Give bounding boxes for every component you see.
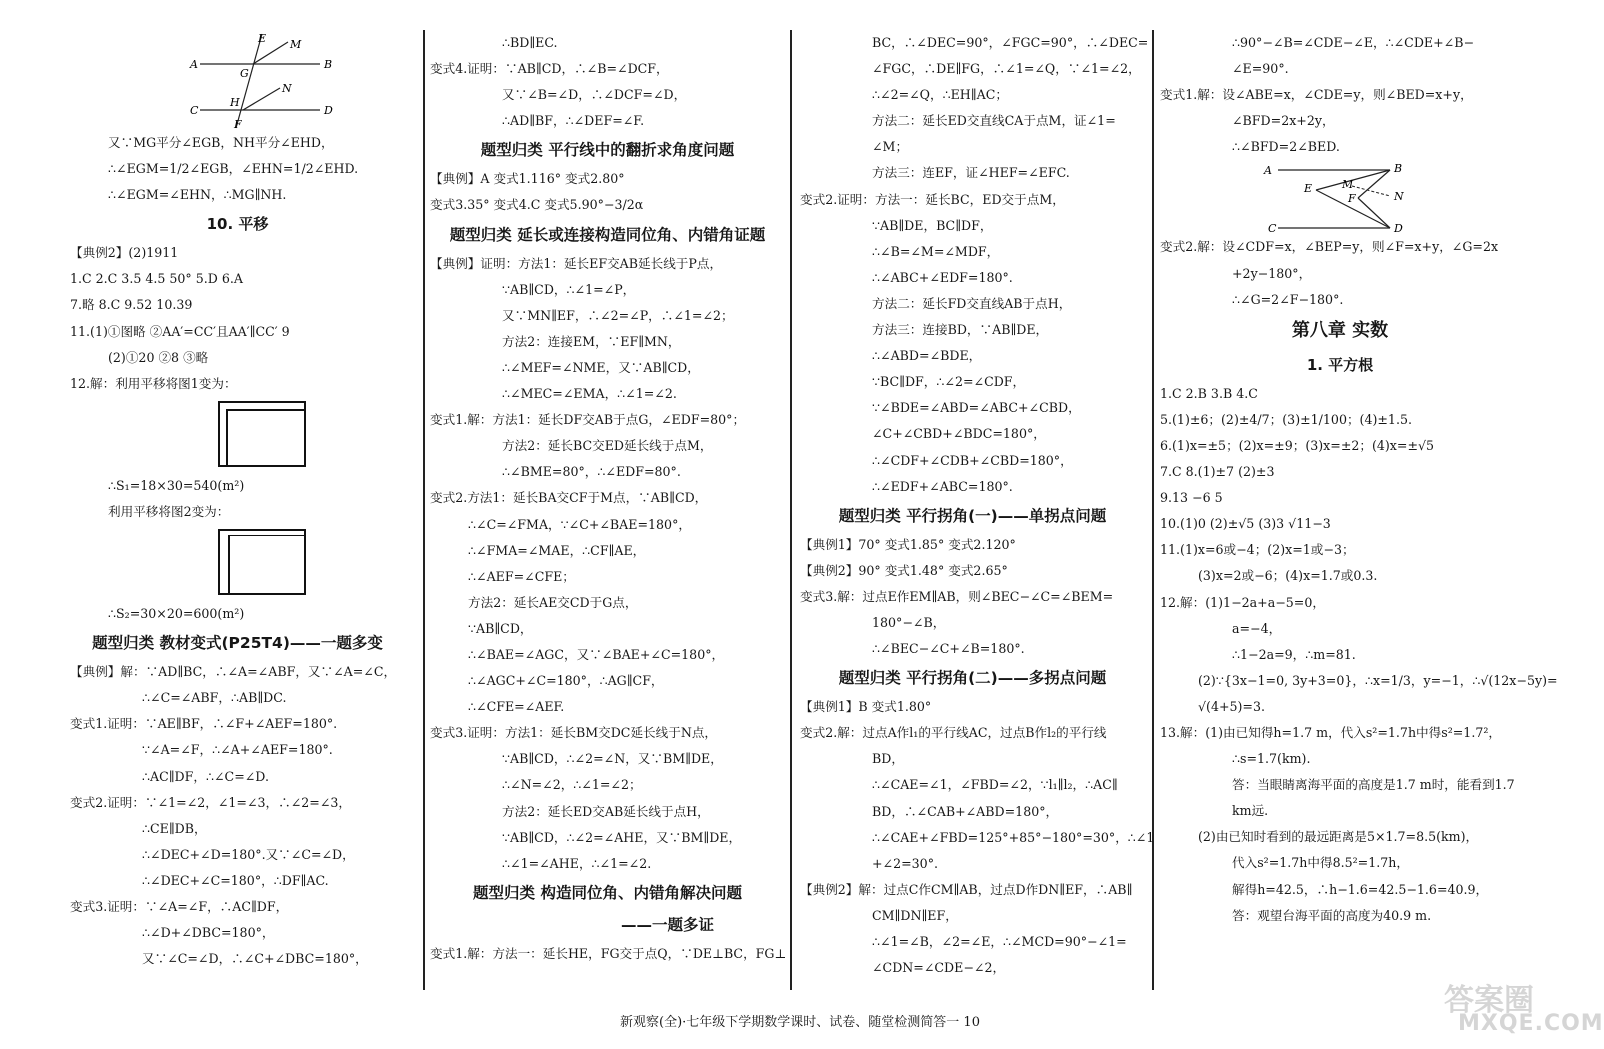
text-line: √(4+5)=3. — [1198, 698, 1265, 714]
text-line: ∴AD∥BF，∴∠DEF=∠F. — [502, 113, 645, 129]
text-line: ∠FGC，∴DE∥FG，∴∠1=∠Q，∵∠1=∠2， — [872, 61, 1141, 77]
section-heading-sub: ——一题多证 — [620, 915, 714, 934]
text-line: ∴90°−∠B=∠CDE−∠E，∴∠CDE+∠B− — [1232, 35, 1475, 50]
fig1-label: G — [240, 67, 249, 80]
text-line: ∴∠B=∠M=∠MDF， — [872, 243, 1000, 259]
column-divider — [423, 30, 425, 990]
section-heading: 题型归类 构造同位角、内错角解决问题 — [473, 883, 742, 902]
column-2 — [430, 30, 785, 990]
watermark-url: MXQE.COM — [1458, 1011, 1604, 1036]
text-line: ∴AC∥DF，∴∠C=∠D. — [142, 768, 269, 784]
text-line: 方法2：延长AE交CD于G点， — [468, 594, 638, 610]
section-heading: 题型归类 平行拐角(二)——多拐点问题 — [838, 669, 1107, 688]
text-line: (2)①20 ②8 ③略 — [108, 349, 209, 365]
text-line: 又∵MG平分∠EGB，NH平分∠EHD， — [108, 135, 334, 150]
text-line: ∵AB∥CD，∴∠2=∠AHE，又∵BM∥DE， — [502, 829, 742, 845]
rectangle-figure-1 — [218, 401, 306, 467]
fig1-label: E — [258, 32, 267, 45]
text-line: ∴∠D+∠DBC=180°， — [142, 925, 275, 941]
text-line: ∠C+∠CBD+∠BDC=180°， — [872, 426, 1046, 442]
text-line: 变式2.方法1：延长BA交CF于M点，∵AB∥CD， — [430, 490, 708, 506]
fig2-label: B — [1394, 162, 1403, 176]
text-line: a=−4， — [1232, 620, 1282, 636]
text-line: 1.C 2.C 3.5 4.5 50° 5.D 6.A — [70, 271, 243, 287]
text-line: ∠BFD=2x+2y， — [1232, 113, 1335, 129]
text-line: 变式3.证明：∵∠A=∠F，∴AC∥DF， — [70, 898, 289, 914]
text-line: ∵∠BDE=∠ABD=∠ABC+∠CBD， — [872, 400, 1081, 416]
text-line: 10.(1)0 (2)±√5 (3)3 √11−3 — [1160, 516, 1331, 532]
text-line: ∴∠BFD=2∠BED. — [1232, 139, 1340, 155]
text-line: 1.C 2.B 3.B 4.C — [1160, 385, 1258, 401]
text-line: 180°−∠B， — [872, 614, 946, 630]
fig2-label: F — [1348, 192, 1356, 206]
text-line: ∴∠1=∠B，∠2=∠E，∴∠MCD=90°−∠1= — [872, 934, 1127, 949]
text-line: ∴∠EGM=∠EHN，∴MG∥NH. — [108, 187, 287, 203]
text-line: BD，∴∠CAB+∠ABD=180°， — [872, 803, 1059, 819]
text-line: ∴∠EGM=1/2∠EGB，∠EHN=1/2∠EHD. — [108, 161, 359, 177]
text-line: 变式1.解：设∠ABE=x，∠CDE=y，则∠BED=x+y， — [1160, 87, 1473, 103]
text-line: 又∵∠C=∠D，∴∠C+∠DBC=180°， — [142, 951, 368, 967]
section-title: 10. 平移 — [206, 215, 269, 234]
text-line: ∠M； — [872, 139, 909, 155]
section-title: 1. 平方根 — [1306, 355, 1374, 374]
text-line: 又∵∠B=∠D，∴∠DCF=∠D， — [502, 87, 687, 103]
text-line: km远. — [1232, 803, 1269, 819]
text-line: 变式2.证明：∵∠1=∠2，∠1=∠3，∴∠2=∠3， — [70, 794, 351, 810]
fig2-label: C — [1268, 222, 1277, 236]
text-line: ∴∠FMA=∠MAE，∴CF∥AE， — [468, 542, 646, 558]
fig2-label: A — [1264, 164, 1272, 178]
text-line: 变式1.解：方法1：延长DF交AB于点G，∠EDF=80°； — [430, 412, 746, 428]
text-line: ∴∠CAE+∠FBD=125°+85°−180°=30°，∴∠1 — [872, 829, 1155, 845]
text-line: 6.(1)x=±5；(2)x=±9；(3)x=±2；(4)x=±√5 — [1160, 437, 1435, 453]
text-line: 7.略 8.C 9.52 10.39 — [70, 297, 193, 313]
text-line: ∴∠2=∠Q，∴EH∥AC； — [872, 87, 1008, 103]
section-heading: 题型归类 平行线中的翻折求角度问题 — [480, 141, 735, 160]
text-line: ∵AB∥DE，BC∥DF， — [872, 217, 993, 233]
text-line: ∴BD∥EC. — [502, 35, 558, 50]
fig2-label: D — [1394, 222, 1403, 236]
fig1-label: M — [290, 38, 302, 51]
text-line: ∴∠DEC+∠C=180°，∴DF∥AC. — [142, 872, 329, 888]
fig1-label: D — [324, 104, 333, 117]
text-line: 12.解：利用平移将图1变为： — [70, 375, 237, 391]
text-line: ∴∠BME=80°，∴∠EDF=80°. — [502, 464, 681, 480]
section-heading: 题型归类 延长或连接构造同位角、内错角证题 — [449, 225, 766, 244]
text-line: ∴∠DEC+∠D=180°.又∵∠C=∠D， — [142, 846, 355, 862]
text-line: ∵AB∥CD， — [468, 620, 533, 636]
text-line: 变式2.证明：方法一：延长BC，ED交于点M， — [800, 191, 1065, 207]
section-heading: 题型归类 平行拐角(一)——单拐点问题 — [838, 506, 1107, 525]
text-line: 【典例】A 变式1.116° 变式2.80° — [430, 171, 625, 187]
text-line: 5.(1)±6；(2)±4/7；(3)±1/100；(4)±1.5. — [1160, 411, 1412, 427]
watermark-logo: 答案圈 — [1444, 983, 1534, 1018]
text-line: (2)∵{3x−1=0, 3y+3=0}，∴x=1/3，y=−1，∴√(12x−5y)= — [1198, 672, 1558, 688]
text-line: 变式3.证明：方法1：延长BM交DC延长线于N点， — [430, 725, 718, 741]
text-line: ∴∠C=∠FMA，∵∠C+∠BAE=180°， — [468, 516, 691, 532]
text-line: 11.(1)①图略 ②AA′=CC′且AA′∥CC′ 9 — [70, 323, 290, 339]
text-line: 方法2：延长ED交AB延长线于点H， — [502, 803, 710, 819]
text-line: ∴∠ABC+∠EDF=180°. — [872, 269, 1013, 285]
fig1-label: A — [190, 58, 198, 71]
text-line: 【典例2】解：过点C作CM∥AB，过点D作DN∥EF，∴AB∥ — [800, 881, 1133, 897]
fig1-label: F — [234, 118, 242, 131]
column-divider — [790, 30, 792, 990]
text-line: (3)x=2或−6；(4)x=1.7或0.3. — [1198, 568, 1378, 584]
text-line: 【典例】解：∵AD∥BC，∴∠A=∠ABF，又∵∠A=∠C， — [70, 664, 397, 680]
text-line: ∠CDN=∠CDE−∠2， — [872, 960, 1006, 976]
text-line: BC，∴∠DEC=90°，∠FGC=90°，∴∠DEC= — [872, 35, 1149, 50]
column-4 — [1160, 30, 1558, 990]
text-line: 代入s²=1.7h中得8.5²=1.7h， — [1232, 855, 1409, 871]
text-line: 【典例1】70° 变式1.85° 变式2.120° — [800, 536, 1016, 552]
chapter-title: 第八章 实数 — [1291, 319, 1389, 341]
text-line: ∴∠BAE=∠AGC，又∵∠BAE+∠C=180°， — [468, 646, 725, 662]
zigzag-figure — [1260, 160, 1460, 234]
text-line: 答：观望台海平面的高度为40.9 m. — [1232, 907, 1432, 923]
text-line: 变式1.解：方法一：延长HE，FG交于点Q，∵DE⊥BC，FG⊥ — [430, 945, 787, 961]
fig2-label: E — [1304, 182, 1313, 196]
text-line: ∴∠N=∠2，∴∠1=∠2； — [502, 777, 642, 793]
text-line: 变式2.解：过点A作l₁的平行线AC，过点B作l₂的平行线 — [800, 725, 1107, 741]
text-line: ∴∠ABD=∠BDE， — [872, 348, 982, 364]
text-line: 方法三：连EF，证∠HEF=∠EFC. — [872, 165, 1070, 181]
text-line: 又∵MN∥EF，∴∠2=∠P，∴∠1=∠2； — [502, 307, 734, 323]
watermark — [1444, 975, 1604, 1041]
text-line: ∴∠AGC+∠C=180°，∴AG∥CF， — [468, 673, 664, 689]
text-line: ∴∠1=∠AHE，∴∠1=∠2. — [502, 855, 652, 871]
text-line: 变式3.35° 变式4.C 变式5.90°−3/2α — [430, 197, 644, 213]
text-line: 12.解：(1)1−2a+a−5=0， — [1160, 594, 1325, 610]
fig1-label: C — [190, 104, 199, 117]
text-line: ∴∠C=∠ABF，∴AB∥DC. — [142, 690, 287, 706]
fig1-label: H — [230, 96, 240, 109]
column-1 — [70, 30, 405, 990]
text-line: ∴1−2a=9，∴m=81. — [1232, 646, 1356, 662]
fig2-label: N — [1394, 190, 1404, 204]
text-line: 方法三：连接BD，∵AB∥DE， — [872, 322, 1049, 338]
text-line: 9.13 −6 5 — [1160, 490, 1223, 506]
text-line: 方法二：延长ED交直线CA于点M，证∠1= — [872, 113, 1116, 129]
text-line: ∵AB∥CD，∴∠1=∠P， — [502, 281, 636, 297]
section-heading: 题型归类 教材变式(P25T4)——一题多变 — [92, 634, 383, 653]
column-3 — [800, 30, 1155, 990]
text-line: 方法2：延长BC交ED延长线于点M， — [502, 438, 713, 454]
parallel-lines-figure — [190, 30, 370, 130]
text-line: CM∥DN∥EF， — [872, 907, 958, 923]
text-line: ∴S₂=30×20=600(m²) — [108, 606, 245, 622]
text-line: 【典例2】(2)1911 — [70, 245, 179, 261]
text-line: 方法二：延长FD交直线AB于点H， — [872, 295, 1072, 311]
text-line: 利用平移将图2变为： — [108, 503, 230, 519]
text-line: ∴∠CAE=∠1，∠FBD=∠2，∵l₁∥l₂，∴AC∥ — [872, 777, 1118, 793]
text-line: ∴∠EDF+∠ABC=180°. — [872, 478, 1013, 494]
text-line: 【典例2】90° 变式1.48° 变式2.65° — [800, 562, 1008, 578]
text-line: +∠2=30°. — [872, 855, 938, 871]
text-line: 【典例1】B 变式1.80° — [800, 699, 932, 715]
fig2-label: M — [1342, 178, 1354, 192]
text-line: ∴∠CDF+∠CDB+∠CBD=180°， — [872, 452, 1073, 468]
text-line: ∴s=1.7(km). — [1232, 751, 1311, 767]
text-line: 变式1.证明：∵AE∥BF，∴∠F+∠AEF=180°. — [70, 716, 338, 732]
rectangle-figure-2 — [218, 529, 306, 595]
fig1-label: N — [282, 82, 292, 95]
text-line: +2y−180°， — [1232, 265, 1312, 281]
text-line: ∵∠A=∠F，∴∠A+∠AEF=180°. — [142, 742, 333, 758]
text-line: ∴∠BEC−∠C+∠B=180°. — [872, 641, 1025, 657]
text-line: ∴∠G=2∠F−180°. — [1232, 291, 1344, 307]
text-line: 变式3.解：过点E作EM∥AB，则∠BEC−∠C=∠BEM= — [800, 588, 1114, 604]
fig1-label: B — [324, 58, 333, 71]
text-line: ∴S₁=18×30=540(m²) — [108, 477, 245, 493]
text-line: 13.解：(1)由已知得h=1.7 m，代入s²=1.7h中得s²=1.7²， — [1160, 724, 1501, 740]
text-line: 解得h=42.5，∴h−1.6=42.5−1.6=40.9， — [1232, 881, 1489, 897]
text-line: 11.(1)x=6或−4；(2)x=1或−3； — [1160, 542, 1355, 558]
text-line: 答：当眼睛离海平面的高度是1.7 m时，能看到1.7 — [1232, 777, 1515, 793]
text-line: 变式4.证明：∵AB∥CD，∴∠B=∠DCF， — [430, 61, 669, 77]
text-line: 【典例】证明：方法1：延长EF交AB延长线于P点， — [430, 255, 723, 271]
text-line: ∴CE∥DB， — [142, 820, 207, 836]
text-line: ∴∠MEF=∠NME，又∵AB∥CD， — [502, 359, 700, 375]
text-line: BD， — [872, 751, 904, 767]
text-line: ∵AB∥CD，∴∠2=∠N，又∵BM∥DE， — [502, 751, 723, 767]
text-line: ∴∠CFE=∠AEF. — [468, 699, 565, 715]
text-line: ∠E=90°. — [1232, 61, 1289, 77]
text-line: 变式2.解：设∠CDF=x，∠BEP=y，则∠F=x+y，∠G=2x — [1160, 239, 1499, 255]
text-line: ∴∠AEF=∠CFE； — [468, 568, 575, 584]
page-footer: 新观察(全)·七年级下学期数学课时、试卷、随堂检测简答一 10 — [620, 1015, 980, 1030]
text-line: 7.C 8.(1)±7 (2)±3 — [1160, 464, 1275, 480]
text-line: (2)由已知时看到的最远距离是5×1.7=8.5(km)， — [1198, 829, 1479, 845]
text-line: 方法2：连接EM，∵EF∥MN， — [502, 333, 681, 349]
text-line: ∵BC∥DF，∴∠2=∠CDF， — [872, 374, 1026, 390]
text-line: ∴∠MEC=∠EMA，∴∠1=∠2. — [502, 386, 677, 402]
